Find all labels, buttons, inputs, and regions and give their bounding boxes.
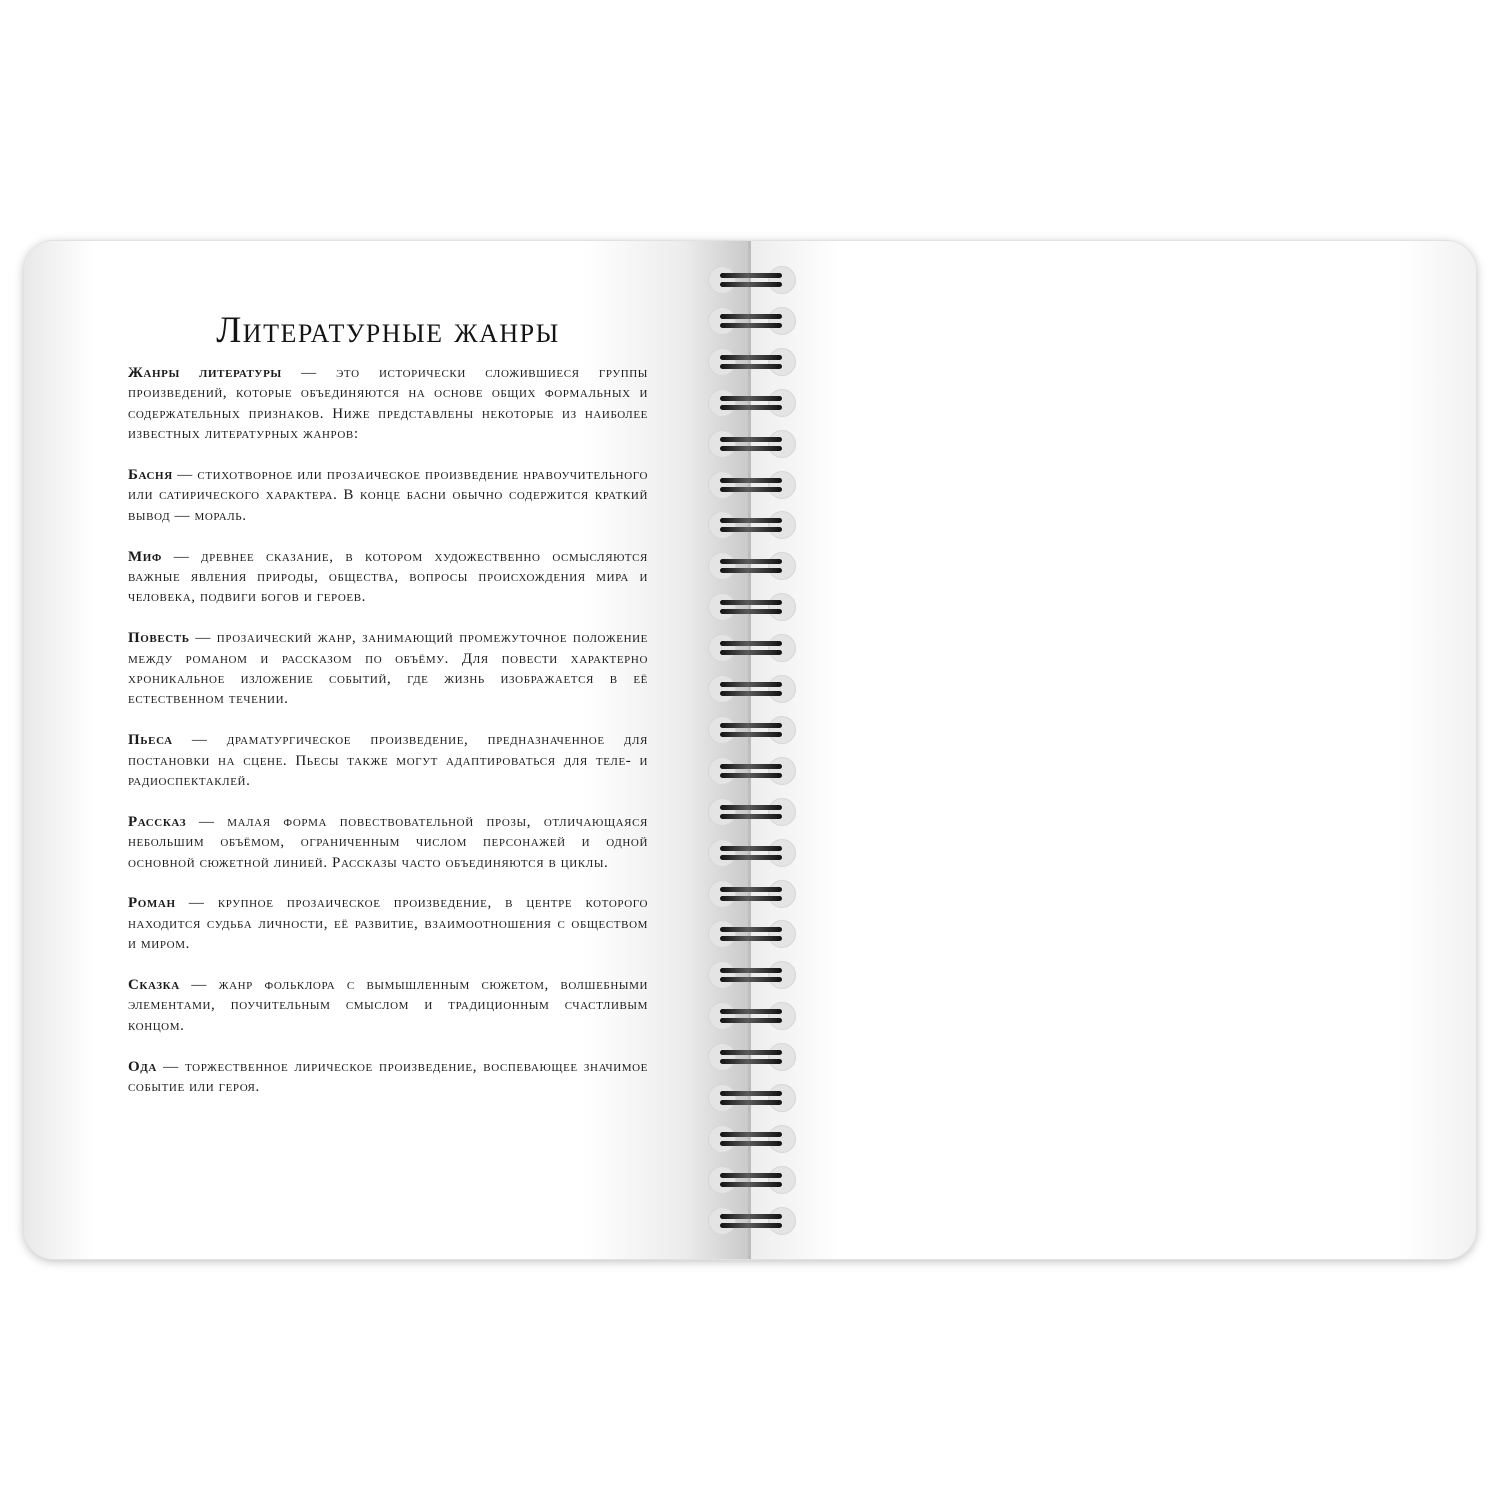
- spiral-wire: [720, 805, 782, 810]
- spiral-wire: [720, 968, 782, 973]
- punch-hole: [768, 675, 796, 703]
- punch-hole: [768, 1166, 796, 1194]
- genre-paragraph: [128, 628, 648, 710]
- genre-paragraph: [128, 465, 648, 526]
- punch-hole: [708, 511, 736, 539]
- spiral-ring: [706, 589, 796, 625]
- punch-hole: [768, 1084, 796, 1112]
- spiral-wire: [720, 682, 782, 687]
- right-page-blank: [750, 241, 1476, 1259]
- spiral-wire: [720, 641, 782, 646]
- punch-hole: [768, 552, 796, 580]
- spiral-wire: [720, 1091, 782, 1096]
- punch-hole: [708, 266, 736, 294]
- genre-term: Ода: [128, 1058, 157, 1075]
- spiral-ring: [706, 303, 796, 339]
- spiral-wire: [720, 773, 782, 778]
- punch-hole: [708, 961, 736, 989]
- genre-paragraph: [128, 363, 648, 445]
- genre-paragraph: [128, 975, 648, 1036]
- spiral-wire: [720, 1018, 782, 1023]
- spiral-wire: [720, 478, 782, 483]
- left-page: [24, 241, 750, 1259]
- spiral-ring: [706, 998, 796, 1034]
- spiral-ring: [706, 794, 796, 830]
- spiral-ring: [706, 1121, 796, 1157]
- spiral-wire: [720, 814, 782, 819]
- spiral-wire: [720, 527, 782, 532]
- spiral-wire: [720, 1141, 782, 1146]
- genre-definition: — стихотворное или прозаическое произведение нравоучительного или сатирического характера. В конце басни обычно содержится краткий вывод — мораль.: [128, 467, 648, 524]
- spiral-wire: [720, 323, 782, 328]
- spiral-ring: [706, 1162, 796, 1198]
- genre-definition: — крупное прозаическое произведение, в центре которого находится судьба личности, её развитие, взаимоотношения с обществом и миром.: [128, 895, 648, 953]
- spiral-ring: [706, 507, 796, 543]
- punch-hole: [708, 1207, 736, 1235]
- spiral-wire: [720, 723, 782, 728]
- genre-term: Пьеса: [128, 732, 173, 749]
- genre-term: Басня: [128, 467, 173, 484]
- punch-hole: [708, 348, 736, 376]
- page-title: Литературные жанры: [216, 310, 560, 351]
- punch-hole: [768, 961, 796, 989]
- punch-hole: [768, 593, 796, 621]
- punch-hole: [708, 1002, 736, 1030]
- punch-hole: [708, 716, 736, 744]
- spiral-wire: [720, 396, 782, 401]
- spiral-ring: [706, 630, 796, 666]
- spiral-ring: [706, 385, 796, 421]
- genre-term: Повесть: [128, 630, 190, 647]
- punch-hole: [708, 593, 736, 621]
- spiral-wire: [720, 896, 782, 901]
- spiral-wire: [720, 887, 782, 892]
- punch-hole: [768, 266, 796, 294]
- spiral-wire: [720, 355, 782, 360]
- spiral-wire: [720, 437, 782, 442]
- punch-hole: [708, 1043, 736, 1071]
- punch-hole: [708, 920, 736, 948]
- punch-hole: [768, 634, 796, 662]
- punch-hole: [768, 880, 796, 908]
- spiral-ring: [706, 1080, 796, 1116]
- spiral-wire: [720, 1050, 782, 1055]
- punch-hole: [708, 471, 736, 499]
- genre-term: Сказка: [128, 977, 180, 994]
- punch-hole: [768, 389, 796, 417]
- genre-paragraph: [128, 547, 648, 608]
- spiral-ring: [706, 753, 796, 789]
- spiral-ring: [706, 426, 796, 462]
- spiral-wire: [720, 405, 782, 410]
- punch-hole: [708, 389, 736, 417]
- genre-definition: — жанр фольклора с вымышленным сюжетом, волшебными элементами, поучительным смыслом и традиционным счастливым концом.: [128, 977, 648, 1034]
- punch-hole: [768, 839, 796, 867]
- spiral-wire: [720, 1223, 782, 1228]
- spiral-wire: [720, 273, 782, 278]
- spiral-ring: [706, 548, 796, 584]
- spiral-ring: [706, 467, 796, 503]
- genre-definition: — малая форма повествовательной прозы, отличающаяся небольшим объёмом, ограниченным числом персонажей и одной основной сюжетной линией. Рассказы часто объединяются в циклы.: [128, 813, 648, 871]
- genre-term: Миф: [128, 548, 162, 565]
- genre-paragraph: [128, 1057, 648, 1098]
- genre-term: Жанры литературы: [128, 365, 282, 381]
- spiral-wire: [720, 314, 782, 319]
- punch-hole: [768, 471, 796, 499]
- punch-hole: [768, 430, 796, 458]
- spiral-ring: [706, 876, 796, 912]
- spiral-wire: [720, 518, 782, 523]
- spiral-ring: [706, 671, 796, 707]
- punch-hole: [768, 1125, 796, 1153]
- spiral-ring: [706, 916, 796, 952]
- punch-hole: [768, 757, 796, 785]
- spiral-wire: [720, 446, 782, 451]
- spiral-wire: [720, 1100, 782, 1105]
- punch-hole: [708, 1084, 736, 1112]
- spiral-wire: [720, 650, 782, 655]
- spiral-wire: [720, 282, 782, 287]
- genre-list: [128, 363, 648, 1118]
- genre-definition: — торжественное лирическое произведение, воспевающее значимое событие или героя.: [128, 1058, 648, 1096]
- spiral-ring: [706, 712, 796, 748]
- spiral-ring: [706, 835, 796, 871]
- punch-hole: [708, 675, 736, 703]
- punch-hole: [708, 839, 736, 867]
- spiral-ring: [706, 1039, 796, 1075]
- punch-hole: [708, 757, 736, 785]
- punch-hole: [768, 511, 796, 539]
- spiral-ring: [706, 344, 796, 380]
- spiral-ring: [706, 1203, 796, 1239]
- spiral-wire: [720, 609, 782, 614]
- punch-hole: [768, 798, 796, 826]
- spiral-wire: [720, 846, 782, 851]
- punch-hole: [708, 1125, 736, 1153]
- spiral-binding: [706, 262, 796, 1242]
- spiral-ring: [706, 262, 796, 298]
- spiral-wire: [720, 1059, 782, 1064]
- punch-hole: [708, 880, 736, 908]
- punch-hole: [768, 348, 796, 376]
- genre-term: Роман: [128, 895, 176, 912]
- punch-hole: [768, 307, 796, 335]
- spiral-wire: [720, 600, 782, 605]
- genre-paragraph: [128, 812, 648, 873]
- genre-definition: — это исторически сложившиеся группы произведений, которые объединяются на основе общих формальных и содержательных признаков. Ниже представлены некоторые из наиболее известных литературных жанров:: [128, 365, 648, 443]
- punch-hole: [768, 1207, 796, 1235]
- spiral-wire: [720, 1009, 782, 1014]
- punch-hole: [708, 634, 736, 662]
- punch-hole: [708, 798, 736, 826]
- spiral-wire: [720, 855, 782, 860]
- spiral-wire: [720, 1214, 782, 1219]
- spiral-ring: [706, 957, 796, 993]
- punch-hole: [768, 1043, 796, 1071]
- genre-term: Рассказ: [128, 813, 187, 830]
- genre-definition: — драматургическое произведение, предназначенное для постановки на сцене. Пьесы также могут адаптироваться для теле- и радиоспектаклей.: [128, 732, 648, 790]
- punch-hole: [708, 307, 736, 335]
- spiral-wire: [720, 1132, 782, 1137]
- spiral-wire: [720, 487, 782, 492]
- punch-hole: [768, 716, 796, 744]
- punch-hole: [708, 1166, 736, 1194]
- genre-paragraph: [128, 893, 648, 954]
- punch-hole: [708, 552, 736, 580]
- spiral-wire: [720, 732, 782, 737]
- genre-paragraph: [128, 730, 648, 791]
- spiral-wire: [720, 1173, 782, 1178]
- spiral-wire: [720, 364, 782, 369]
- spiral-wire: [720, 1182, 782, 1187]
- genre-definition: — древнее сказание, в котором художественно осмысляются важные явления природы, общества, вопросы происхождения мира и человека, подвиги богов и героев.: [128, 548, 648, 606]
- punch-hole: [708, 430, 736, 458]
- spiral-wire: [720, 568, 782, 573]
- punch-hole: [768, 1002, 796, 1030]
- spiral-wire: [720, 559, 782, 564]
- punch-hole: [768, 920, 796, 948]
- spiral-wire: [720, 927, 782, 932]
- spiral-wire: [720, 977, 782, 982]
- spiral-wire: [720, 936, 782, 941]
- spiral-wire: [720, 764, 782, 769]
- genre-definition: — прозаический жанр, занимающий промежуточное положение между романом и рассказом по объёму. Для повести характерно хроникальное изложение событий, где жизнь изображается в её естественном течении.: [128, 630, 648, 708]
- spiral-wire: [720, 691, 782, 696]
